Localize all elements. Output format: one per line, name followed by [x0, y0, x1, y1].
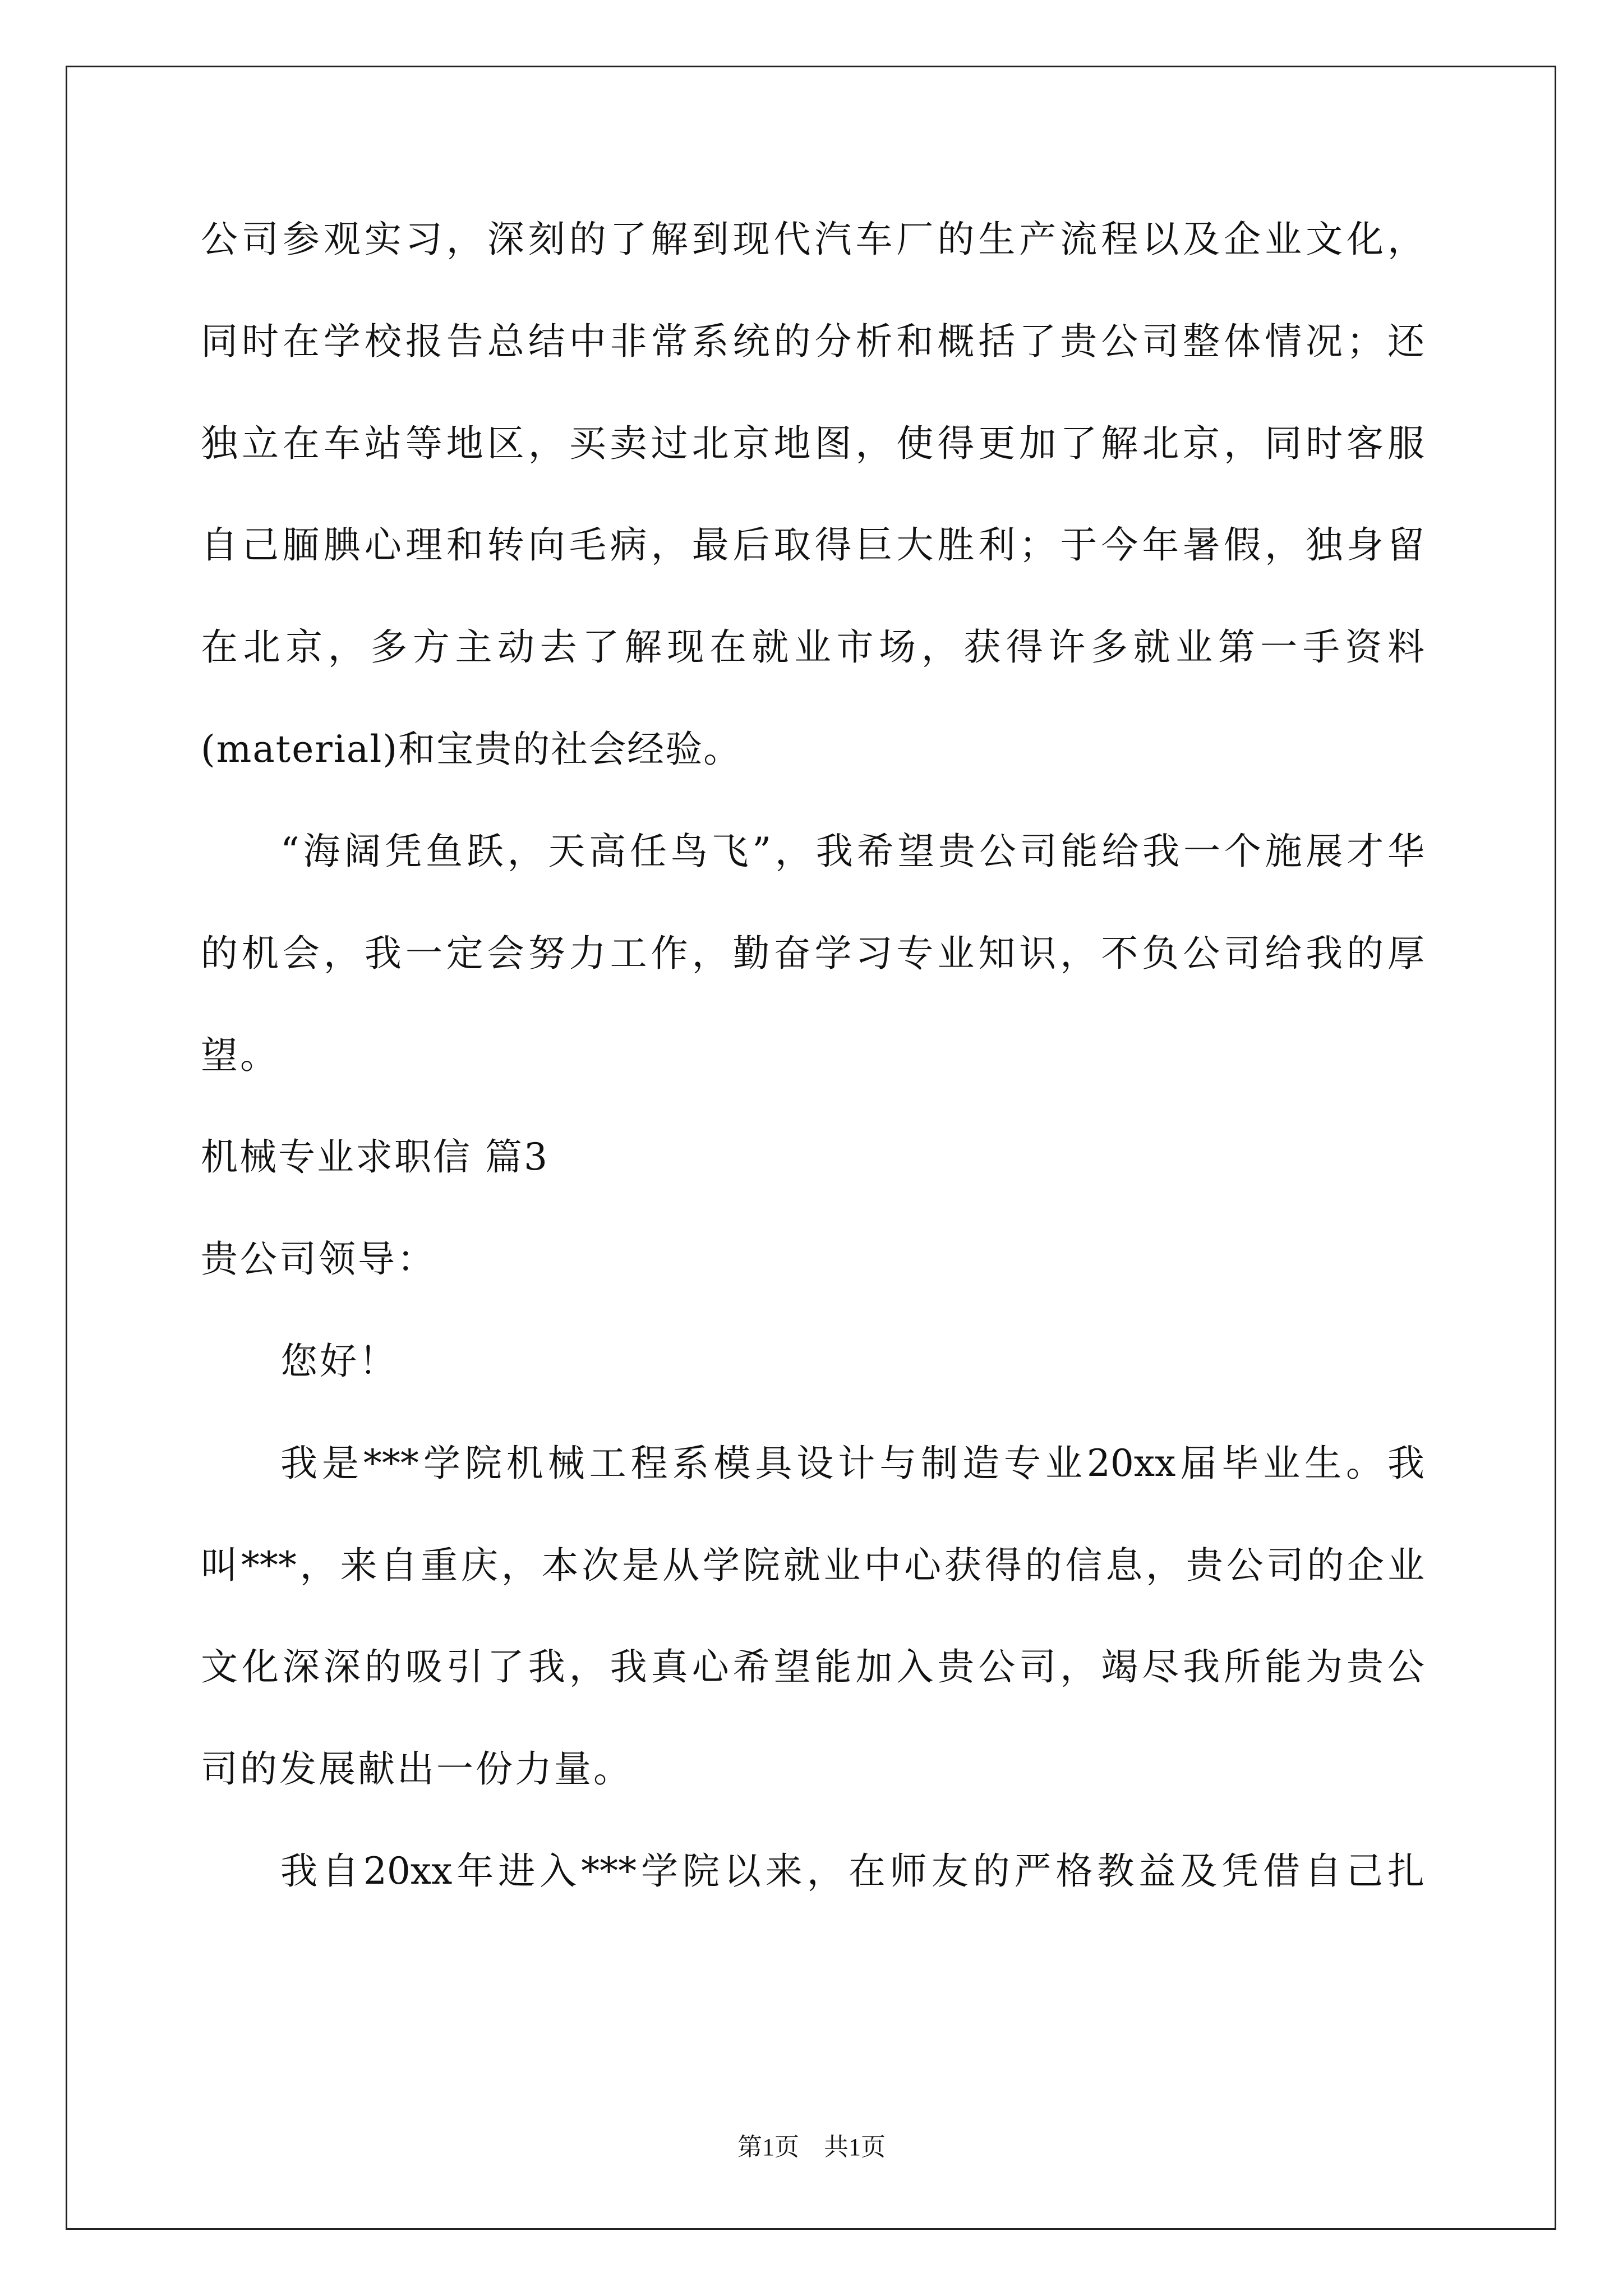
greeting: 您好！: [280, 1340, 398, 1383]
body-text-line: 自己腼腆心理和转向毛病，最后取得巨大胜利；于今年暑假，独身留: [201, 523, 1424, 567]
section-heading: 机械专业求职信 篇3: [201, 1135, 549, 1179]
body-text-line: 我自20xx年进入***学院以来，在师友的严格教益及凭借自己扎: [280, 1849, 1424, 1893]
body-text-line: (material)和宝贵的社会经验。: [201, 728, 742, 771]
body-text-line: 文化深深的吸引了我，我真心希望能加入贵公司，竭尽我所能为贵公: [201, 1645, 1424, 1688]
body-text-line: 望。: [201, 1034, 279, 1077]
body-text-line: 的机会，我一定会努力工作，勤奋学习专业知识，不负公司给我的厚: [201, 932, 1424, 975]
body-text-line: 同时在学校报告总结中非常系统的分析和概括了贵公司整体情况；还: [201, 320, 1424, 363]
salutation: 贵公司领导：: [201, 1237, 436, 1281]
body-text-line: 公司参观实习，深刻的了解到现代汽车厂的生产流程以及企业文化，: [201, 218, 1424, 261]
body-text-line: 叫***，来自重庆，本次是从学院就业中心获得的信息，贵公司的企业: [201, 1544, 1424, 1587]
body-text-line: 司的发展献出一份力量。: [201, 1747, 633, 1791]
body-text-line: “海阔凭鱼跃，天高任鸟飞”，我希望贵公司能给我一个施展才华: [280, 830, 1424, 873]
body-text-line: 在北京，多方主动去了解现在就业市场，获得许多就业第一手资料: [201, 625, 1424, 669]
body-text-line: 我是***学院机械工程系模具设计与制造专业20xx届毕业生。我: [280, 1442, 1424, 1485]
page-footer: 第1页 共1页: [737, 2133, 886, 2161]
body-text-line: 独立在车站等地区，买卖过北京地图，使得更加了解北京，同时客服: [201, 422, 1424, 465]
